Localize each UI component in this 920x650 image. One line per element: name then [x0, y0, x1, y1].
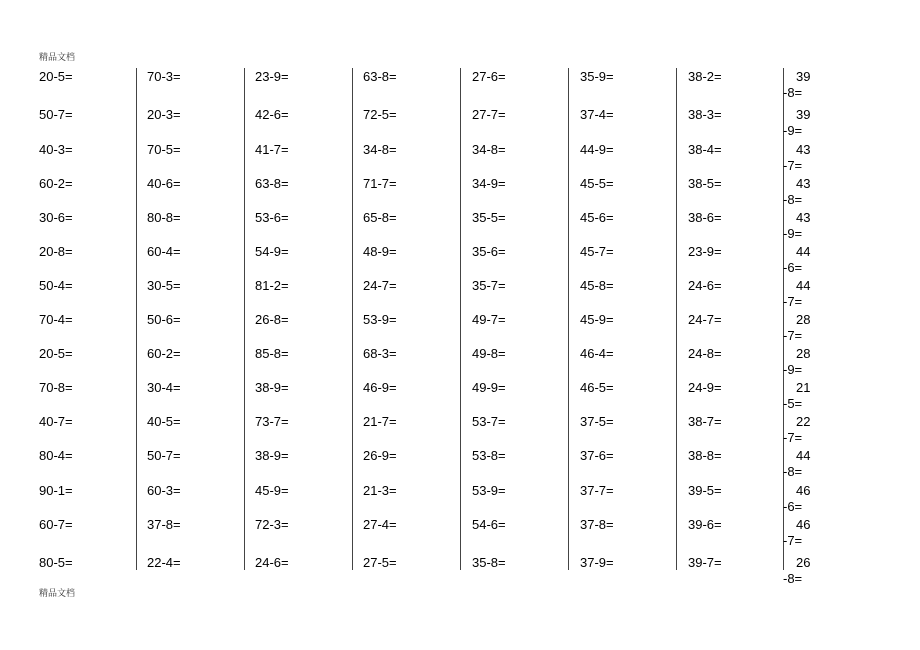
math-problem: 54-6=: [472, 517, 506, 532]
math-problem: 22-7=: [783, 414, 811, 445]
math-problem: 30-4=: [147, 380, 181, 395]
math-problem: 39-7=: [688, 555, 722, 570]
math-problem: 49-7=: [472, 312, 506, 327]
math-problem: 43-8=: [783, 176, 811, 207]
math-problem: 44-7=: [783, 278, 811, 309]
math-problem: 35-9=: [580, 69, 614, 84]
math-problem: 24-8=: [688, 346, 722, 361]
math-problem: 38-5=: [688, 176, 722, 191]
math-problem: 38-6=: [688, 210, 722, 225]
math-problem: 72-5=: [363, 107, 397, 122]
math-problem: 35-5=: [472, 210, 506, 225]
page-footer: 精品文档: [39, 589, 76, 599]
math-problem: 70-5=: [147, 142, 181, 157]
math-problem: 38-9=: [255, 448, 289, 463]
math-problem: 20-8=: [39, 244, 73, 259]
math-problem: 45-9=: [255, 483, 289, 498]
column-divider: [352, 68, 353, 570]
math-problem: 60-2=: [147, 346, 181, 361]
math-problem: 40-5=: [147, 414, 181, 429]
math-problem: 35-7=: [472, 278, 506, 293]
math-problem: 45-7=: [580, 244, 614, 259]
math-problem: 24-7=: [688, 312, 722, 327]
math-problem: 46-7=: [783, 517, 811, 548]
math-problem: 26-8=: [255, 312, 289, 327]
math-problem: 60-3=: [147, 483, 181, 498]
math-problem: 53-9=: [363, 312, 397, 327]
math-problem: 37-8=: [147, 517, 181, 532]
math-problem: 20-5=: [39, 346, 73, 361]
math-problem: 45-9=: [580, 312, 614, 327]
column-divider: [460, 68, 461, 570]
math-problem: 38-4=: [688, 142, 722, 157]
math-problem: 28-9=: [783, 346, 811, 377]
math-problem: 20-3=: [147, 107, 181, 122]
math-problem: 30-6=: [39, 210, 73, 225]
math-problem: 63-8=: [363, 69, 397, 84]
math-problem: 43-9=: [783, 210, 811, 241]
math-problem: 37-6=: [580, 448, 614, 463]
column-divider: [136, 68, 137, 570]
math-problem: 63-8=: [255, 176, 289, 191]
math-problem: 27-6=: [472, 69, 506, 84]
math-problem: 38-8=: [688, 448, 722, 463]
math-problem: 35-8=: [472, 555, 506, 570]
math-problem: 71-7=: [363, 176, 397, 191]
math-problem: 80-8=: [147, 210, 181, 225]
math-problem: 24-6=: [255, 555, 289, 570]
math-problem: 39-9=: [783, 107, 811, 138]
math-problem: 38-3=: [688, 107, 722, 122]
math-problem: 38-7=: [688, 414, 722, 429]
math-problem: 40-3=: [39, 142, 73, 157]
math-problem: 22-4=: [147, 555, 181, 570]
math-problem: 41-7=: [255, 142, 289, 157]
math-problem: 44-6=: [783, 244, 811, 275]
math-problem: 60-2=: [39, 176, 73, 191]
math-problem: 26-9=: [363, 448, 397, 463]
math-problem: 27-4=: [363, 517, 397, 532]
math-problem: 37-7=: [580, 483, 614, 498]
math-problem: 34-8=: [363, 142, 397, 157]
math-problem: 53-6=: [255, 210, 289, 225]
math-problem: 48-9=: [363, 244, 397, 259]
math-problem: 40-6=: [147, 176, 181, 191]
math-problem: 44-9=: [580, 142, 614, 157]
math-problem: 23-9=: [255, 69, 289, 84]
math-problem: 44-8=: [783, 448, 811, 479]
math-problem: 53-9=: [472, 483, 506, 498]
math-problem: 38-2=: [688, 69, 722, 84]
math-problem: 27-5=: [363, 555, 397, 570]
math-problem: 68-3=: [363, 346, 397, 361]
math-problem: 50-4=: [39, 278, 73, 293]
math-problem: 50-7=: [39, 107, 73, 122]
math-problem: 21-3=: [363, 483, 397, 498]
column-divider: [676, 68, 677, 570]
math-problem: 37-9=: [580, 555, 614, 570]
math-problem: 80-5=: [39, 555, 73, 570]
math-problem: 40-7=: [39, 414, 73, 429]
math-problem: 70-4=: [39, 312, 73, 327]
column-divider: [568, 68, 569, 570]
math-problem: 37-5=: [580, 414, 614, 429]
math-problem: 21-5=: [783, 380, 811, 411]
math-problem: 49-8=: [472, 346, 506, 361]
math-problem: 65-8=: [363, 210, 397, 225]
page-header: 精品文档: [39, 53, 76, 63]
math-problem: 90-1=: [39, 483, 73, 498]
math-problem: 53-7=: [472, 414, 506, 429]
math-problem: 45-5=: [580, 176, 614, 191]
math-problem: 24-7=: [363, 278, 397, 293]
math-problem: 50-6=: [147, 312, 181, 327]
math-problem: 20-5=: [39, 69, 73, 84]
math-problem: 37-8=: [580, 517, 614, 532]
math-problem: 39-8=: [783, 69, 811, 100]
math-problem: 49-9=: [472, 380, 506, 395]
math-problem: 28-7=: [783, 312, 811, 343]
math-problem: 85-8=: [255, 346, 289, 361]
math-problem: 60-4=: [147, 244, 181, 259]
math-problem: 45-6=: [580, 210, 614, 225]
math-problem: 27-7=: [472, 107, 506, 122]
column-divider: [244, 68, 245, 570]
math-problem: 34-9=: [472, 176, 506, 191]
math-problem: 34-8=: [472, 142, 506, 157]
math-problem: 46-4=: [580, 346, 614, 361]
math-problem: 23-9=: [688, 244, 722, 259]
math-problem: 39-6=: [688, 517, 722, 532]
math-problem: 45-8=: [580, 278, 614, 293]
math-problem: 37-4=: [580, 107, 614, 122]
math-problem: 80-4=: [39, 448, 73, 463]
math-problem: 70-3=: [147, 69, 181, 84]
math-problem: 70-8=: [39, 380, 73, 395]
math-problem: 46-6=: [783, 483, 811, 514]
math-problem: 46-5=: [580, 380, 614, 395]
math-problem: 21-7=: [363, 414, 397, 429]
math-problem: 35-6=: [472, 244, 506, 259]
math-problem: 43-7=: [783, 142, 811, 173]
math-problem: 50-7=: [147, 448, 181, 463]
math-problem: 30-5=: [147, 278, 181, 293]
math-problem: 24-9=: [688, 380, 722, 395]
math-problem: 39-5=: [688, 483, 722, 498]
math-problem: 24-6=: [688, 278, 722, 293]
math-problem: 73-7=: [255, 414, 289, 429]
math-problem: 46-9=: [363, 380, 397, 395]
math-problem: 81-2=: [255, 278, 289, 293]
math-problem: 38-9=: [255, 380, 289, 395]
math-problem: 26-8=: [783, 555, 811, 586]
math-problem: 42-6=: [255, 107, 289, 122]
math-problem: 54-9=: [255, 244, 289, 259]
math-problem: 72-3=: [255, 517, 289, 532]
math-problem: 60-7=: [39, 517, 73, 532]
math-problem: 53-8=: [472, 448, 506, 463]
